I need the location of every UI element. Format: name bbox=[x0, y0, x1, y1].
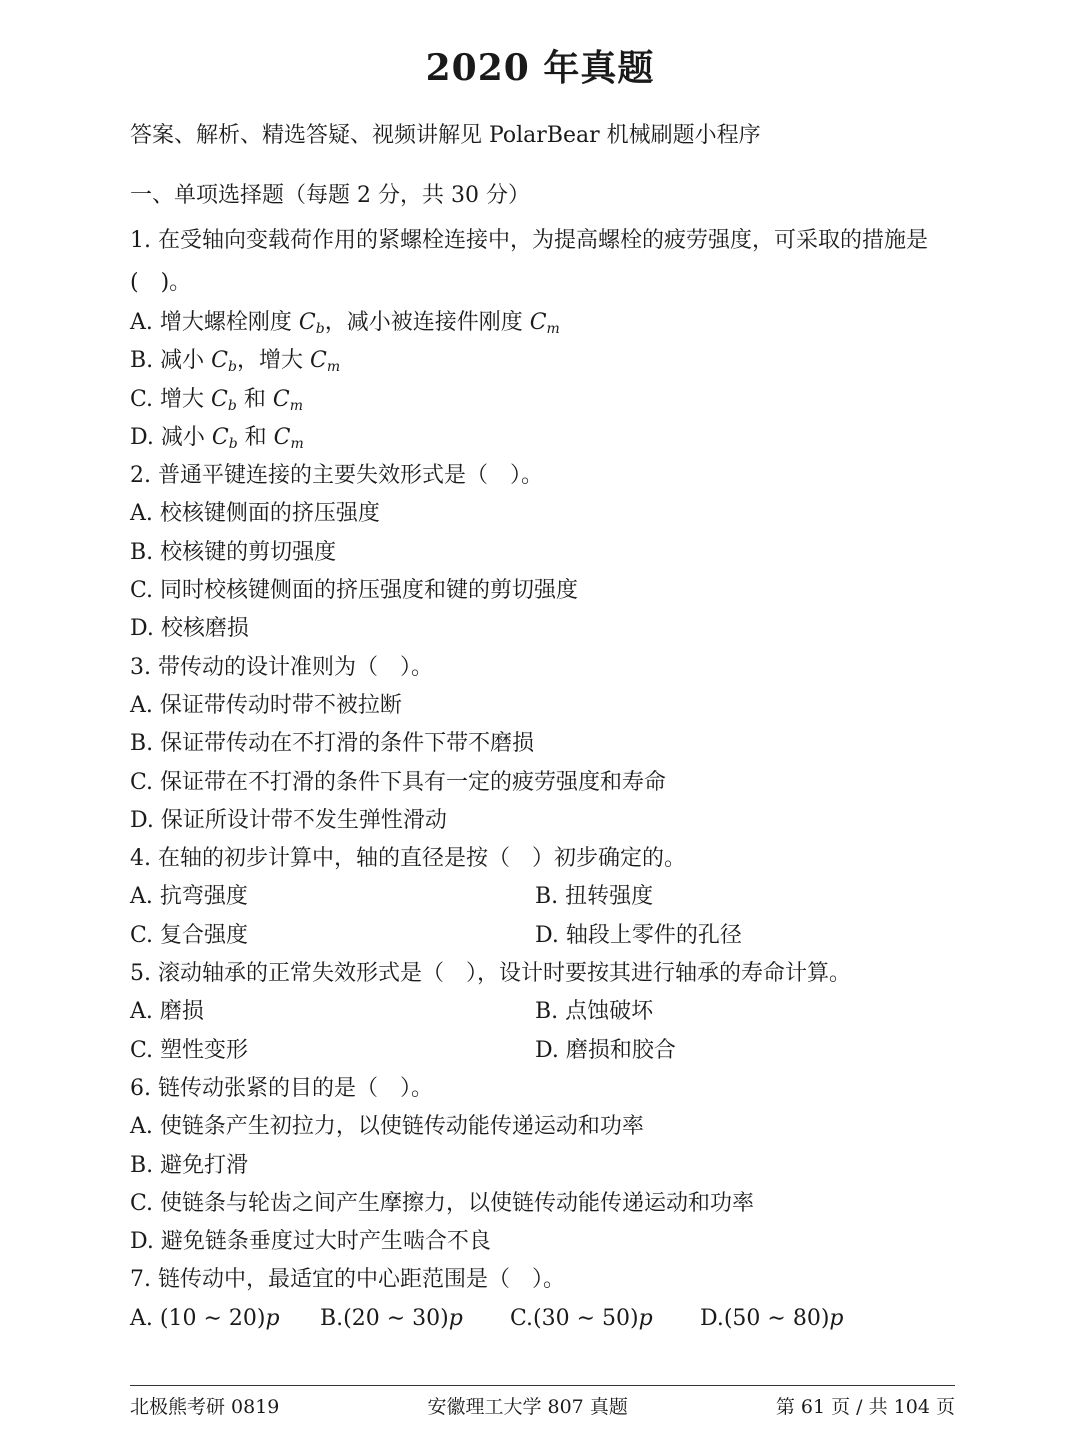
question-3-option-d: D. 保证所设计带不发生弹性滑动 bbox=[130, 807, 447, 833]
question-7-option-c: C.(30 ∼ 50)p bbox=[510, 1305, 653, 1331]
question-7-option-d: D.(50 ∼ 80)p bbox=[700, 1305, 844, 1331]
question-4-option-c: C. 复合强度 bbox=[130, 922, 249, 948]
question-5-option-d: D. 磨损和胶合 bbox=[535, 1037, 676, 1063]
question-2-option-b: B. 校核键的剪切强度 bbox=[130, 539, 337, 565]
question-list bbox=[130, 220, 960, 1338]
question-4-option-b: B. 扭转强度 bbox=[535, 884, 654, 910]
question-1-option-a: A. 增大螺栓刚度 $C_b$，减小被连接件刚度 $C_m$ bbox=[130, 310, 560, 337]
question-2-stem: 2. 普通平键连接的主要失效形式是（ ）。 bbox=[130, 463, 543, 489]
page-title: 2020 年真题 bbox=[425, 47, 655, 89]
question-6-option-b: B. 避免打滑 bbox=[130, 1152, 249, 1178]
footer-divider bbox=[130, 1385, 955, 1386]
footer-left: 北极熊考研 0819 bbox=[130, 1396, 280, 1418]
question-1-stem: 1. 在受轴向变载荷作用的紧螺栓连接中，为提高螺栓的疲劳强度，可采取的措施是 bbox=[130, 228, 928, 253]
question-4-options-row-2 bbox=[130, 917, 960, 955]
question-3-option-a: A. 保证带传动时带不被拉断 bbox=[130, 692, 402, 718]
question-6-option-d: D. 避免链条垂度过大时产生啮合不良 bbox=[130, 1229, 491, 1255]
question-1-option-d: D. 减小 $C_b$ 和 $C_m$ bbox=[130, 424, 304, 452]
question-5-option-b: B. 点蚀破坏 bbox=[535, 999, 654, 1025]
question-6-option-c: C. 使链条与轮齿之间产生摩擦力，以使链传动能传递运动和功率 bbox=[130, 1190, 755, 1216]
question-6-stem: 6. 链传动张紧的目的是（ ）。 bbox=[130, 1075, 433, 1101]
question-1-option-b: B. 减小 $C_b$，增大 $C_m$ bbox=[130, 348, 341, 376]
question-6-option-a: A. 使链条产生初拉力，以使链传动能传递运动和功率 bbox=[130, 1114, 644, 1140]
question-5-option-a: A. 磨损 bbox=[130, 999, 204, 1025]
question-1-stem-continued: ( )。 bbox=[130, 270, 192, 295]
question-5-options-row-2 bbox=[130, 1032, 960, 1070]
question-2-option-a: A. 校核键侧面的挤压强度 bbox=[130, 501, 380, 527]
question-5-option-c: C. 塑性变形 bbox=[130, 1037, 249, 1063]
question-1-option-c: C. 增大 $C_b$ 和 $C_m$ bbox=[130, 386, 303, 414]
question-4-option-a: A. 抗弯强度 bbox=[130, 884, 248, 910]
question-2-option-c: C. 同时校核键侧面的挤压强度和键的剪切强度 bbox=[130, 578, 579, 604]
question-4-option-d: D. 轴段上零件的孔径 bbox=[535, 922, 742, 948]
question-5-stem: 5. 滚动轴承的正常失效形式是（ ），设计时要按其进行轴承的寿命计算。 bbox=[130, 961, 851, 987]
question-7-stem: 7. 链传动中，最适宜的中心距范围是（ ）。 bbox=[130, 1267, 565, 1293]
question-3-stem: 3. 带传动的设计准则为（ ）。 bbox=[130, 654, 433, 680]
subtitle: 答案、解析、精选答疑、视频讲解见 PolarBear 机械刷题小程序 bbox=[130, 123, 761, 148]
question-3-option-c: C. 保证带在不打滑的条件下具有一定的疲劳强度和寿命 bbox=[130, 769, 667, 795]
question-5-options-row-1 bbox=[130, 993, 960, 1031]
footer-center: 安徽理工大学 807 真题 bbox=[427, 1396, 628, 1418]
section-heading: 一、单项选择题（每题 2 分，共 30 分） bbox=[130, 183, 530, 208]
question-7-options-row bbox=[130, 1300, 960, 1338]
page-footer bbox=[130, 1392, 955, 1419]
question-3-option-b: B. 保证带传动在不打滑的条件下带不磨损 bbox=[130, 731, 535, 757]
question-2-option-d: D. 校核磨损 bbox=[130, 616, 249, 642]
question-7-option-b: B.(20 ∼ 30)p bbox=[320, 1305, 463, 1331]
footer-page-number: 第 61 页 / 共 104 页 bbox=[775, 1396, 955, 1418]
question-4-stem: 4. 在轴的初步计算中，轴的直径是按（ ）初步确定的。 bbox=[130, 846, 686, 872]
question-7-option-a: A. (10 ∼ 20)p bbox=[130, 1305, 280, 1331]
question-4-options-row-1 bbox=[130, 878, 960, 916]
